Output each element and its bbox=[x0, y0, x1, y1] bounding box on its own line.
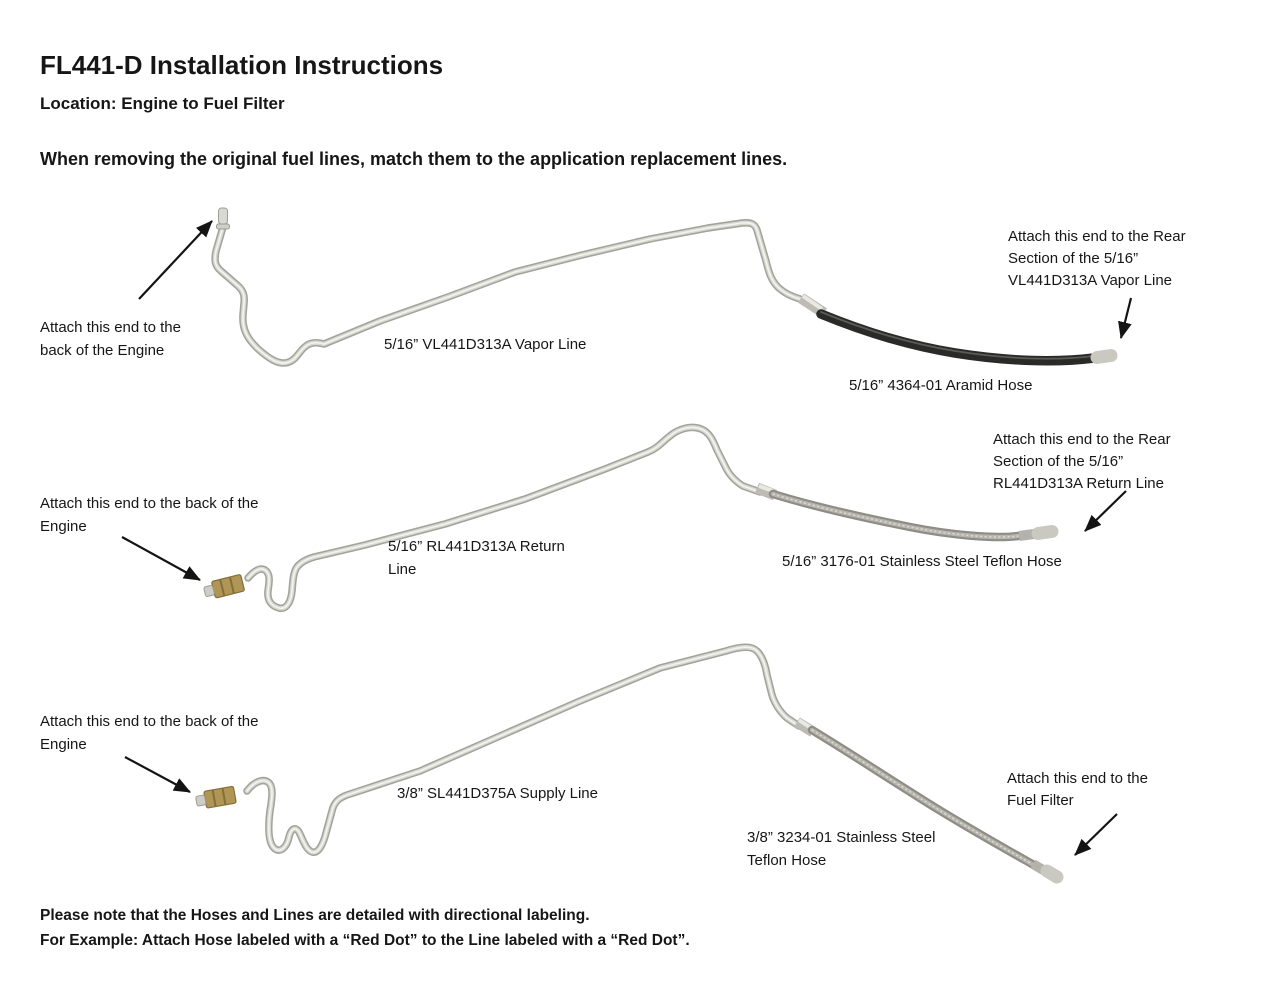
return-rear-end-arrow bbox=[1085, 491, 1126, 531]
return-hose-label: 5/16” 3176-01 Stainless Steel Teflon Hose bbox=[782, 553, 1062, 570]
return-hose-end-fitting bbox=[1019, 532, 1052, 537]
return-engine-end-arrow bbox=[122, 537, 200, 580]
return-teflon-hose bbox=[773, 494, 1018, 537]
supply-hose-label: 3/8” 3234-01 Stainless Steel Teflon Hose bbox=[747, 829, 936, 869]
aramid-hose-end-fitting bbox=[1097, 356, 1111, 358]
supply-engine-end-arrow bbox=[125, 757, 190, 792]
page-title: FL441-D Installation Instructions bbox=[40, 50, 444, 80]
location-line: Location: Engine to Fuel Filter bbox=[40, 94, 285, 113]
supply-line-tube bbox=[247, 647, 799, 852]
supply-filter-end-arrow bbox=[1075, 814, 1117, 855]
vapor-rear-end-arrow bbox=[1121, 298, 1131, 338]
supply-line-engine-end-fitting bbox=[195, 786, 236, 810]
vapor-engine-end-arrow bbox=[139, 221, 212, 299]
vapor-right-callout: Attach this end to the Rear Section of the 5/16” VL441D313A Vapor Line bbox=[1008, 228, 1186, 289]
return-left-callout: Attach this end to the back of the Engine bbox=[40, 495, 259, 535]
supply-line-label: 3/8” SL441D375A Supply Line bbox=[397, 785, 598, 802]
vapor-line-engine-end-fitting bbox=[217, 208, 230, 229]
return-line-tube bbox=[248, 427, 760, 608]
aramid-hose bbox=[821, 312, 1094, 361]
vapor-line-diagram bbox=[139, 208, 1131, 363]
footer-note-line1: Please note that the Hoses and Lines are detailed with directional labeling. bbox=[40, 907, 590, 924]
vapor-left-callout: Attach this end to the back of the Engine bbox=[40, 319, 181, 359]
supply-right-callout: Attach this end to the Fuel Filter bbox=[1007, 770, 1148, 809]
aramid-hose-label: 5/16” 4364-01 Aramid Hose bbox=[849, 377, 1033, 394]
return-line-label: 5/16” RL441D313A Return Line bbox=[388, 538, 565, 578]
footer-note bbox=[40, 904, 690, 953]
supply-hose-end-fitting bbox=[1033, 864, 1057, 877]
return-right-callout: Attach this end to the Rear Section of the 5/16” RL441D313A Return Line bbox=[993, 431, 1171, 492]
footer-note-line2: For Example: Attach Hose labeled with a “Red Dot” to the Line labeled with a “Red Dot”. bbox=[40, 931, 690, 949]
vapor-line-label: 5/16” VL441D313A Vapor Line bbox=[384, 336, 587, 353]
supply-line-diagram bbox=[125, 647, 1117, 877]
return-line-engine-end-fitting bbox=[203, 574, 245, 600]
intro-line: When removing the original fuel lines, match them to the application replacement lines. bbox=[40, 149, 788, 169]
return-line-diagram bbox=[122, 427, 1126, 608]
supply-left-callout: Attach this end to the back of the Engine bbox=[40, 713, 259, 753]
